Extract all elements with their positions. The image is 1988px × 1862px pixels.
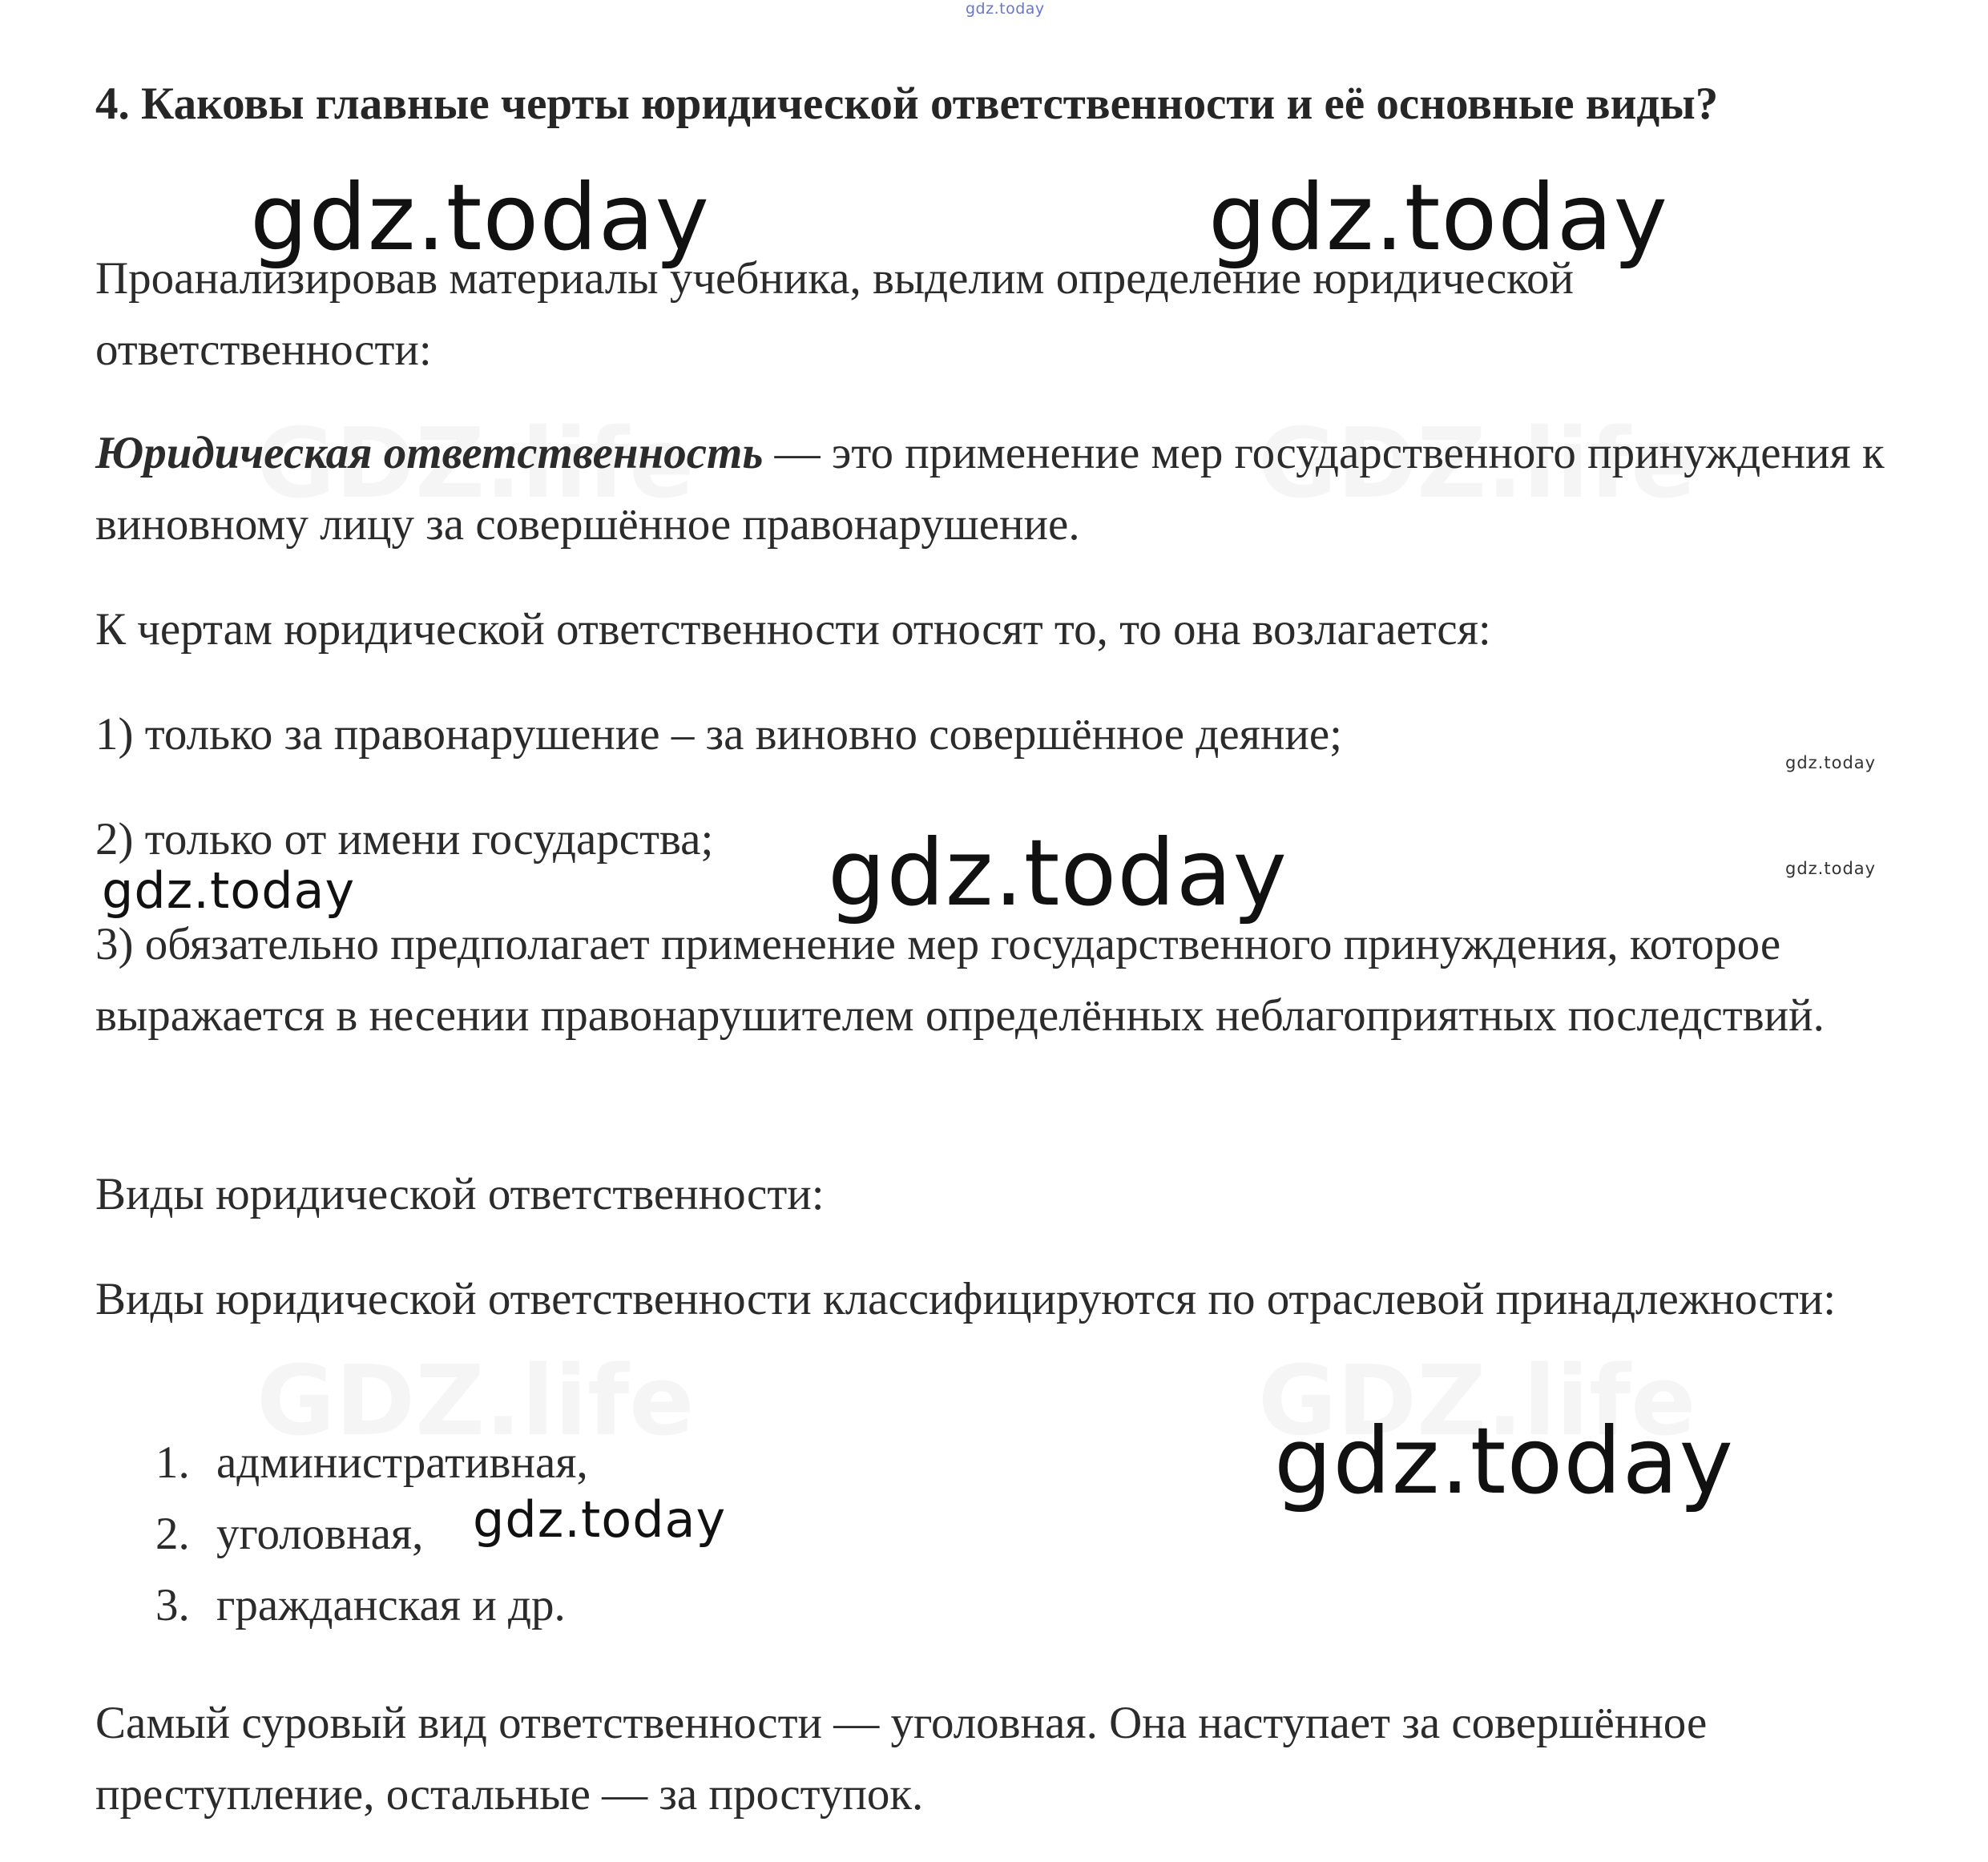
list-item	[155, 1427, 588, 1498]
features-intro: К чертам юридической ответственности относят то, то она возлагается:	[95, 604, 1491, 655]
intro-paragraph: Проанализировав материалы учебника, выделим определение юридической ответственности:	[95, 253, 1574, 375]
watermark-top: gdz.today	[966, 0, 1045, 18]
feature-item: 3) обязательно предполагает применение мер государственного принуждения, которое выражается в несении правонарушителем определённых неблагоприятных последствий.	[95, 919, 1825, 1041]
watermark: gdz.today	[102, 861, 356, 920]
definition-paragraph	[95, 417, 1906, 560]
list-number: 2.	[155, 1509, 190, 1559]
list-label: гражданская и др.	[216, 1580, 566, 1630]
list-label: административная,	[216, 1437, 588, 1488]
list-label: уголовная,	[216, 1509, 424, 1559]
watermark: gdz.today	[1208, 164, 1668, 271]
watermark: gdz.today	[1785, 753, 1877, 772]
list-number: 3.	[155, 1580, 190, 1630]
watermark: gdz.today	[250, 164, 710, 271]
watermark: gdz.today	[1785, 859, 1877, 878]
watermark: gdz.today	[473, 1490, 727, 1549]
watermark: gdz.today	[828, 820, 1288, 926]
conclusion-paragraph: Самый суровый вид ответственности — уголовная. Она наступает за совершённое преступление, остальные — за проступок.	[95, 1698, 1708, 1820]
definition-text: — это применение мер государственного принуждения к виновному лицу за совершённое правонарушение.	[95, 428, 1885, 550]
feature-item: 1) только за правонарушение – за виновно совершённое деяние;	[95, 709, 1343, 760]
question-heading: 4. Каковы главные черты юридической ответственности и её основные виды?	[95, 79, 1719, 129]
feature-item: 2) только от имени государства;	[95, 814, 714, 864]
watermark: gdz.today	[1274, 1408, 1734, 1514]
list-item	[155, 1570, 588, 1641]
types-intro: Виды юридической ответственности классифицируются по отраслевой принадлежности:	[95, 1274, 1837, 1324]
list-number: 1.	[155, 1437, 190, 1488]
definition-term: Юридическая ответственность	[95, 428, 764, 478]
types-heading: Виды юридической ответственности:	[95, 1169, 825, 1219]
